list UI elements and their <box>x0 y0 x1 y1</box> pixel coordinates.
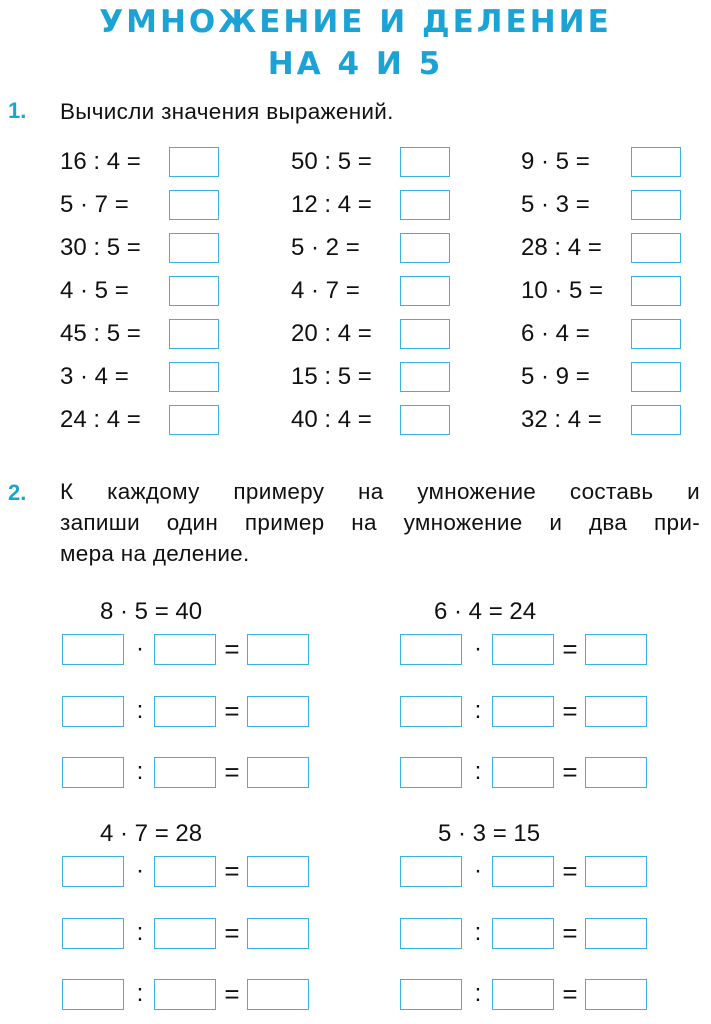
expression: 12 : 4 = <box>291 191 372 218</box>
answer-box[interactable] <box>62 757 124 788</box>
operator-sign: : <box>136 919 144 946</box>
expression: 4 · 5 = <box>60 277 129 304</box>
answer-box[interactable] <box>169 233 219 263</box>
task-2-number: 2. <box>8 480 27 505</box>
page-title-line-1: УМНОЖЕНИЕ И ДЕЛЕНИЕ <box>99 4 612 40</box>
expression: 50 : 5 = <box>291 148 372 175</box>
equals-sign: = <box>224 856 240 886</box>
answer-box[interactable] <box>400 918 462 949</box>
expression: 5 · 3 = <box>521 191 590 218</box>
answer-box[interactable] <box>400 233 450 263</box>
answer-box[interactable] <box>154 757 216 788</box>
answer-box[interactable] <box>247 757 309 788</box>
answer-box[interactable] <box>154 979 216 1010</box>
answer-box[interactable] <box>169 405 219 435</box>
page-title-line-2: НА 4 И 5 <box>267 46 444 82</box>
answer-box[interactable] <box>247 918 309 949</box>
task-2-text-line: мера на деление. <box>60 541 250 566</box>
answer-box[interactable] <box>585 757 647 788</box>
operator-sign: : <box>474 980 482 1007</box>
answer-box[interactable] <box>492 918 554 949</box>
answer-box[interactable] <box>154 696 216 727</box>
equals-sign: = <box>224 757 240 787</box>
operator-sign: · <box>136 857 144 884</box>
equals-sign: = <box>562 979 578 1009</box>
answer-box[interactable] <box>400 319 450 349</box>
answer-box[interactable] <box>631 319 681 349</box>
answer-box[interactable] <box>154 634 216 665</box>
answer-box[interactable] <box>247 979 309 1010</box>
expression: 6 · 4 = <box>521 320 590 347</box>
answer-box[interactable] <box>169 319 219 349</box>
equals-sign: = <box>562 918 578 948</box>
equals-sign: = <box>562 856 578 886</box>
expression: 4 · 7 = <box>291 277 360 304</box>
answer-box[interactable] <box>400 362 450 392</box>
answer-box[interactable] <box>169 147 219 177</box>
answer-box[interactable] <box>585 918 647 949</box>
expression: 5 · 9 = <box>521 363 590 390</box>
expression: 16 : 4 = <box>60 148 141 175</box>
answer-box[interactable] <box>400 634 462 665</box>
answer-box[interactable] <box>154 856 216 887</box>
task-2-text <box>60 476 700 569</box>
answer-box[interactable] <box>400 405 450 435</box>
answer-box[interactable] <box>492 856 554 887</box>
expression: 10 · 5 = <box>521 277 604 304</box>
expression: 24 : 4 = <box>60 406 141 433</box>
operator-sign: : <box>136 697 144 724</box>
answer-box[interactable] <box>492 634 554 665</box>
answer-box[interactable] <box>400 276 450 306</box>
answer-box[interactable] <box>492 696 554 727</box>
expression: 5 · 2 = <box>291 234 360 261</box>
expression: 28 : 4 = <box>521 234 602 261</box>
answer-box[interactable] <box>400 190 450 220</box>
answer-box[interactable] <box>400 856 462 887</box>
answer-box[interactable] <box>400 147 450 177</box>
task-1-number: 1. <box>8 98 27 123</box>
expression: 20 : 4 = <box>291 320 372 347</box>
equals-sign: = <box>224 918 240 948</box>
answer-box[interactable] <box>400 757 462 788</box>
equals-sign: = <box>224 696 240 726</box>
expression: 32 : 4 = <box>521 406 602 433</box>
expression: 9 · 5 = <box>521 148 590 175</box>
operator-sign: : <box>474 758 482 785</box>
answer-box[interactable] <box>62 856 124 887</box>
answer-box[interactable] <box>631 147 681 177</box>
operator-sign: : <box>474 697 482 724</box>
operator-sign: · <box>474 635 482 662</box>
answer-box[interactable] <box>169 190 219 220</box>
expression: 30 : 5 = <box>60 234 141 261</box>
operator-sign: : <box>136 980 144 1007</box>
operator-sign: : <box>136 758 144 785</box>
expression: 15 : 5 = <box>291 363 372 390</box>
answer-box[interactable] <box>247 696 309 727</box>
example-equation: 8 · 5 = 40 <box>100 598 203 625</box>
answer-box[interactable] <box>62 918 124 949</box>
answer-box[interactable] <box>62 696 124 727</box>
answer-box[interactable] <box>631 276 681 306</box>
answer-box[interactable] <box>585 696 647 727</box>
answer-box[interactable] <box>169 276 219 306</box>
answer-box[interactable] <box>247 634 309 665</box>
answer-box[interactable] <box>169 362 219 392</box>
expression: 5 · 7 = <box>60 191 129 218</box>
answer-box[interactable] <box>62 634 124 665</box>
answer-box[interactable] <box>400 696 462 727</box>
answer-box[interactable] <box>400 979 462 1010</box>
answer-box[interactable] <box>247 856 309 887</box>
answer-box[interactable] <box>631 190 681 220</box>
answer-box[interactable] <box>585 634 647 665</box>
task-2-text-line: К каждому примеру на умножение составь и <box>60 479 700 504</box>
operator-sign: : <box>474 919 482 946</box>
answer-box[interactable] <box>585 979 647 1010</box>
equals-sign: = <box>224 634 240 664</box>
task-2-text-line: запиши один пример на умножение и два при- <box>60 510 700 535</box>
answer-box[interactable] <box>631 362 681 392</box>
example-equation: 4 · 7 = 28 <box>100 820 203 847</box>
expression: 40 : 4 = <box>291 406 372 433</box>
equals-sign: = <box>224 979 240 1009</box>
operator-sign: · <box>474 857 482 884</box>
answer-box[interactable] <box>631 233 681 263</box>
answer-box[interactable] <box>631 405 681 435</box>
equals-sign: = <box>562 634 578 664</box>
equals-sign: = <box>562 696 578 726</box>
equals-sign: = <box>562 757 578 787</box>
answer-box[interactable] <box>492 979 554 1010</box>
expression: 45 : 5 = <box>60 320 141 347</box>
example-equation: 5 · 3 = 15 <box>438 820 541 847</box>
task-1-text: Вычисли значения выражений. <box>60 99 394 124</box>
answer-box[interactable] <box>62 979 124 1010</box>
operator-sign: · <box>136 635 144 662</box>
expression: 3 · 4 = <box>60 363 129 390</box>
example-equation: 6 · 4 = 24 <box>434 598 537 625</box>
answer-box[interactable] <box>585 856 647 887</box>
answer-box[interactable] <box>492 757 554 788</box>
answer-box[interactable] <box>154 918 216 949</box>
